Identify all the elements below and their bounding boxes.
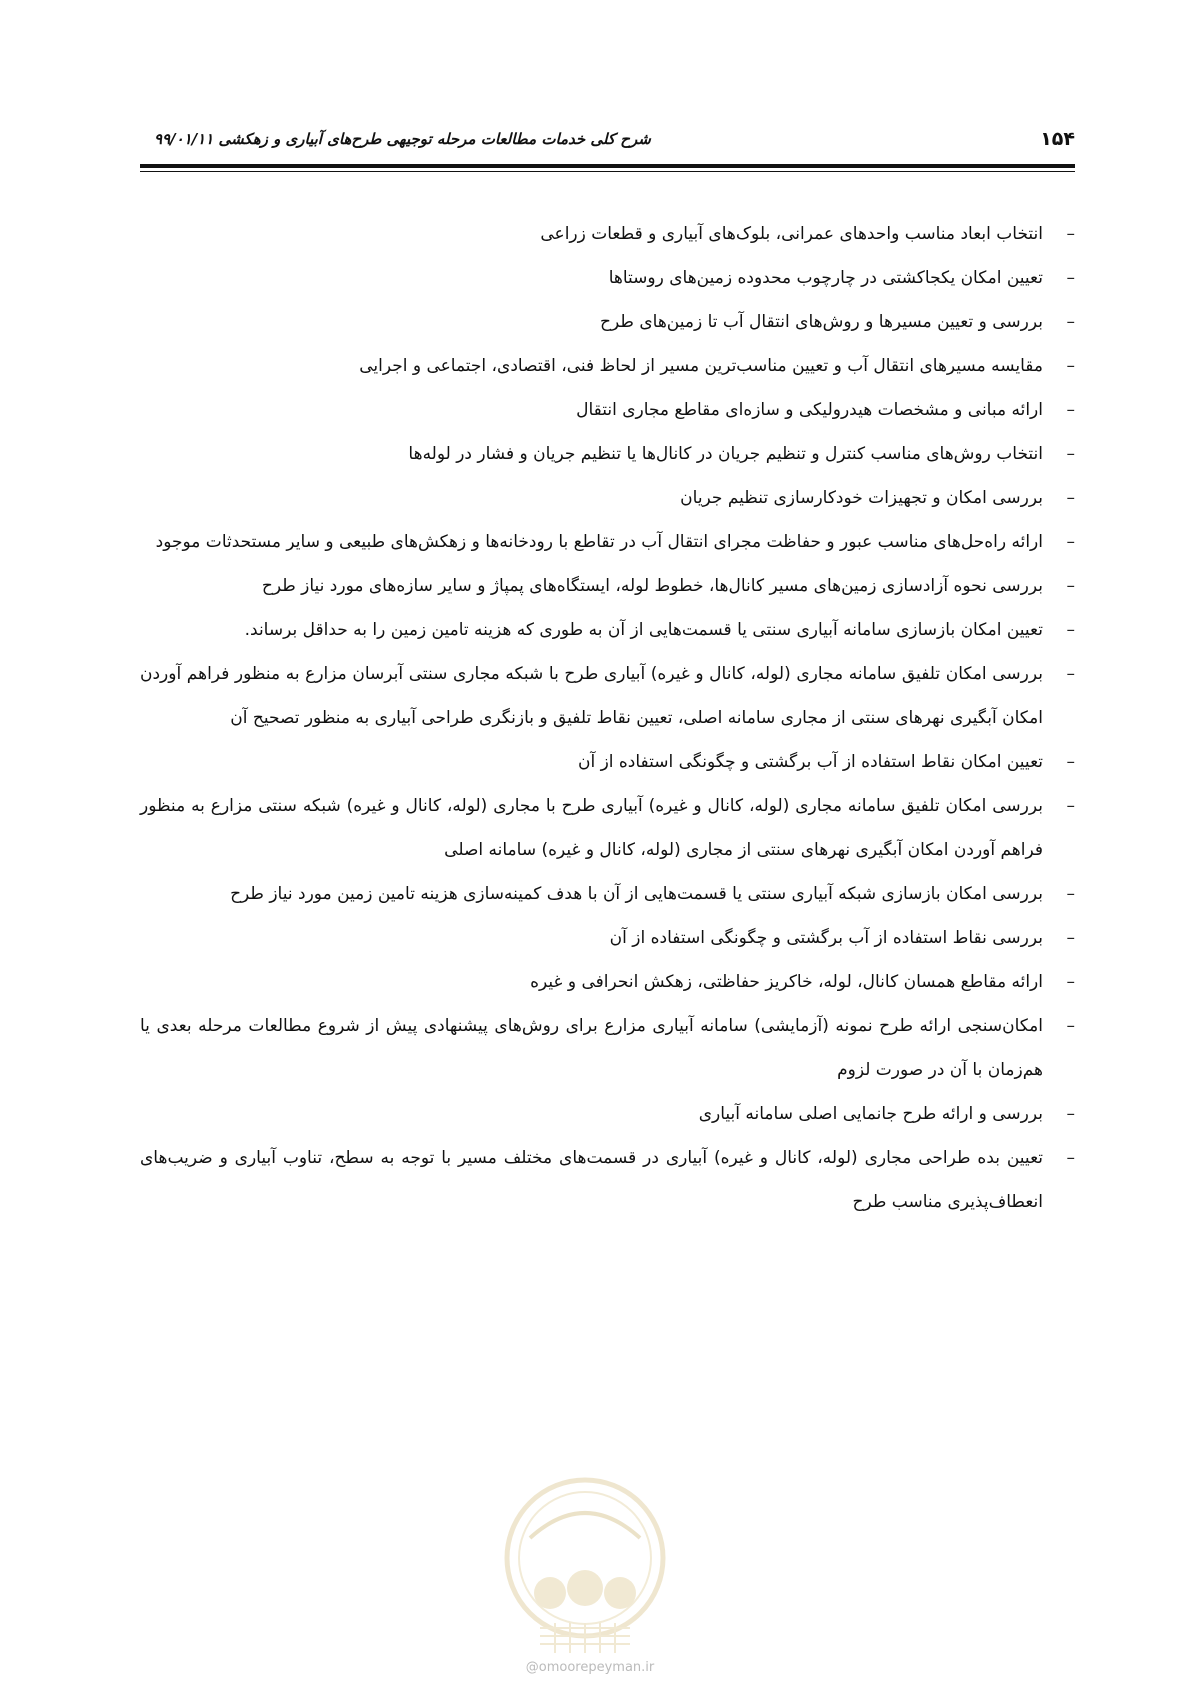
bullet-dash-icon: – bbox=[1066, 576, 1075, 596]
list-item bbox=[140, 784, 1075, 872]
bullet-dash-icon: – bbox=[1066, 664, 1075, 684]
bullet-dash-icon: – bbox=[1066, 444, 1075, 464]
list-item bbox=[140, 212, 1075, 256]
list-item-text: تعیین امکان بازسازی سامانه آبیاری سنتی یا قسمت‌هایی از آن به طوری که هزینه تامین زمین را به حداقل برساند. bbox=[244, 620, 1043, 640]
bullet-dash-icon: – bbox=[1066, 1148, 1075, 1168]
bullet-dash-icon: – bbox=[1066, 752, 1075, 772]
bullet-dash-icon: – bbox=[1066, 532, 1075, 552]
list-item-text: امکان‌سنجی ارائه طرح نمونه (آزمایشی) سامانه آبیاری مزارع برای روش‌های پیشنهادی پیش از شروع مطالعات مرحله بعدی یا هم‌زمان با آن در صورت لزوم bbox=[140, 1016, 1043, 1080]
bullet-dash-icon: – bbox=[1066, 796, 1075, 816]
list-item-text: ارائه مقاطع همسان کانال، لوله، خاکریز حفاظتی، زهکش انحرافی و غیره bbox=[530, 972, 1043, 992]
header-rule-thin bbox=[140, 171, 1075, 172]
list-item-text: انتخاب روش‌های مناسب کنترل و تنظیم جریان در کانال‌ها یا تنظیم جریان و فشار در لوله‌ها bbox=[408, 444, 1043, 464]
list-item bbox=[140, 1004, 1075, 1092]
header-rule-thick bbox=[140, 164, 1075, 168]
list-item bbox=[140, 520, 1075, 564]
list-item bbox=[140, 740, 1075, 784]
list-item bbox=[140, 872, 1075, 916]
list-item bbox=[140, 1092, 1075, 1136]
list-item bbox=[140, 476, 1075, 520]
bullet-dash-icon: – bbox=[1066, 1104, 1075, 1124]
watermark-url: @omoorepeyman.ir bbox=[525, 1660, 655, 1675]
page-number: ۱۵۴ bbox=[1040, 128, 1075, 150]
list-item-text: بررسی امکان و تجهیزات خودکارسازی تنظیم جریان bbox=[680, 488, 1043, 508]
list-item-text: بررسی نقاط استفاده از آب برگشتی و چگونگی استفاده از آن bbox=[609, 928, 1043, 948]
bullet-dash-icon: – bbox=[1066, 312, 1075, 332]
header-title-text: شرح کلی خدمات مطالعات مرحله توجیهی طرح‌های آبیاری و زهکشی bbox=[218, 130, 651, 148]
list-item-text: تعیین امکان نقاط استفاده از آب برگشتی و چگونگی استفاده از آن bbox=[577, 752, 1043, 772]
list-item bbox=[140, 608, 1075, 652]
page-header bbox=[140, 128, 1075, 154]
bullet-dash-icon: – bbox=[1066, 268, 1075, 288]
list-item bbox=[140, 256, 1075, 300]
list-item bbox=[140, 1136, 1075, 1224]
list-item-text: ارائه مبانی و مشخصات هیدرولیکی و سازه‌ای مقاطع مجاری انتقال bbox=[576, 400, 1043, 420]
list-item-text: بررسی امکان تلفیق سامانه مجاری (لوله، کانال و غیره) آبیاری طرح با مجاری (لوله، کانال و غیره) شبکه سنتی مزارع به منظور فراهم آوردن امکان آبگیری نهرهای سنتی از مجاری (لوله، کانال و غیره) سامانه اصلی bbox=[140, 796, 1043, 860]
bullet-dash-icon: – bbox=[1066, 356, 1075, 376]
list-item bbox=[140, 344, 1075, 388]
list-item bbox=[140, 960, 1075, 1004]
bullet-dash-icon: – bbox=[1066, 928, 1075, 948]
bullet-dash-icon: – bbox=[1066, 1016, 1075, 1036]
list-item-text: بررسی نحوه آزادسازی زمین‌های مسیر کانال‌ها، خطوط لوله، ایستگاه‌های پمپاژ و سایر سازه‌های مورد نیاز طرح bbox=[261, 576, 1043, 596]
list-item-text: بررسی امکان تلفیق سامانه مجاری (لوله، کانال و غیره) آبیاری طرح با شبکه مجاری سنتی آبرسان مزارع به منظور فراهم آوردن امکان آبگیری نهرهای سنتی از مجاری سامانه اصلی، تعیین نقاط تلفیق و بازنگری طراحی آبیاری به منظور تصحیح آن bbox=[140, 664, 1043, 728]
watermark-logo bbox=[500, 1468, 670, 1668]
header-date: ۹۹/۰۱/۱۱ bbox=[154, 130, 214, 148]
list-item-text: بررسی و تعیین مسیرها و روش‌های انتقال آب تا زمین‌های طرح bbox=[600, 312, 1043, 332]
list-item bbox=[140, 564, 1075, 608]
list-item bbox=[140, 916, 1075, 960]
list-item-text: بررسی امکان بازسازی شبکه آبیاری سنتی یا قسمت‌هایی از آن با هدف کمینه‌سازی هزینه تامین زمین مورد نیاز طرح bbox=[230, 884, 1043, 904]
header-running-title bbox=[140, 130, 651, 148]
main-content bbox=[140, 212, 1075, 1224]
bullet-list bbox=[140, 212, 1075, 1224]
bullet-dash-icon: – bbox=[1066, 972, 1075, 992]
list-item bbox=[140, 388, 1075, 432]
bullet-dash-icon: – bbox=[1066, 884, 1075, 904]
list-item-text: انتخاب ابعاد مناسب واحدهای عمرانی، بلوک‌های آبیاری و قطعات زراعی bbox=[540, 224, 1043, 244]
list-item-text: تعیین بده طراحی مجاری (لوله، کانال و غیره) آبیاری در قسمت‌های مختلف مسیر با توجه به سطح، تناوب آبیاری و ضریب‌های انعطاف‌پذیری مناسب طرح bbox=[140, 1148, 1043, 1212]
list-item bbox=[140, 432, 1075, 476]
list-item-text: ارائه راه‌حل‌های مناسب عبور و حفاظت مجرای انتقال آب در تقاطع با رودخانه‌ها و زهکش‌های طبیعی و سایر مستحدثات موجود bbox=[155, 532, 1043, 552]
list-item bbox=[140, 652, 1075, 740]
list-item-text: بررسی و ارائه طرح جانمایی اصلی سامانه آبیاری bbox=[698, 1104, 1043, 1124]
list-item-text: مقایسه مسیرهای انتقال آب و تعیین مناسب‌ترین مسیر از لحاظ فنی، اقتصادی، اجتماعی و اجرایی bbox=[359, 356, 1043, 376]
list-item-text: تعیین امکان یکجاکشتی در چارچوب محدوده زمین‌های روستاها bbox=[608, 268, 1043, 288]
bullet-dash-icon: – bbox=[1066, 620, 1075, 640]
list-item bbox=[140, 300, 1075, 344]
bullet-dash-icon: – bbox=[1066, 224, 1075, 244]
bullet-dash-icon: – bbox=[1066, 488, 1075, 508]
bullet-dash-icon: – bbox=[1066, 400, 1075, 420]
